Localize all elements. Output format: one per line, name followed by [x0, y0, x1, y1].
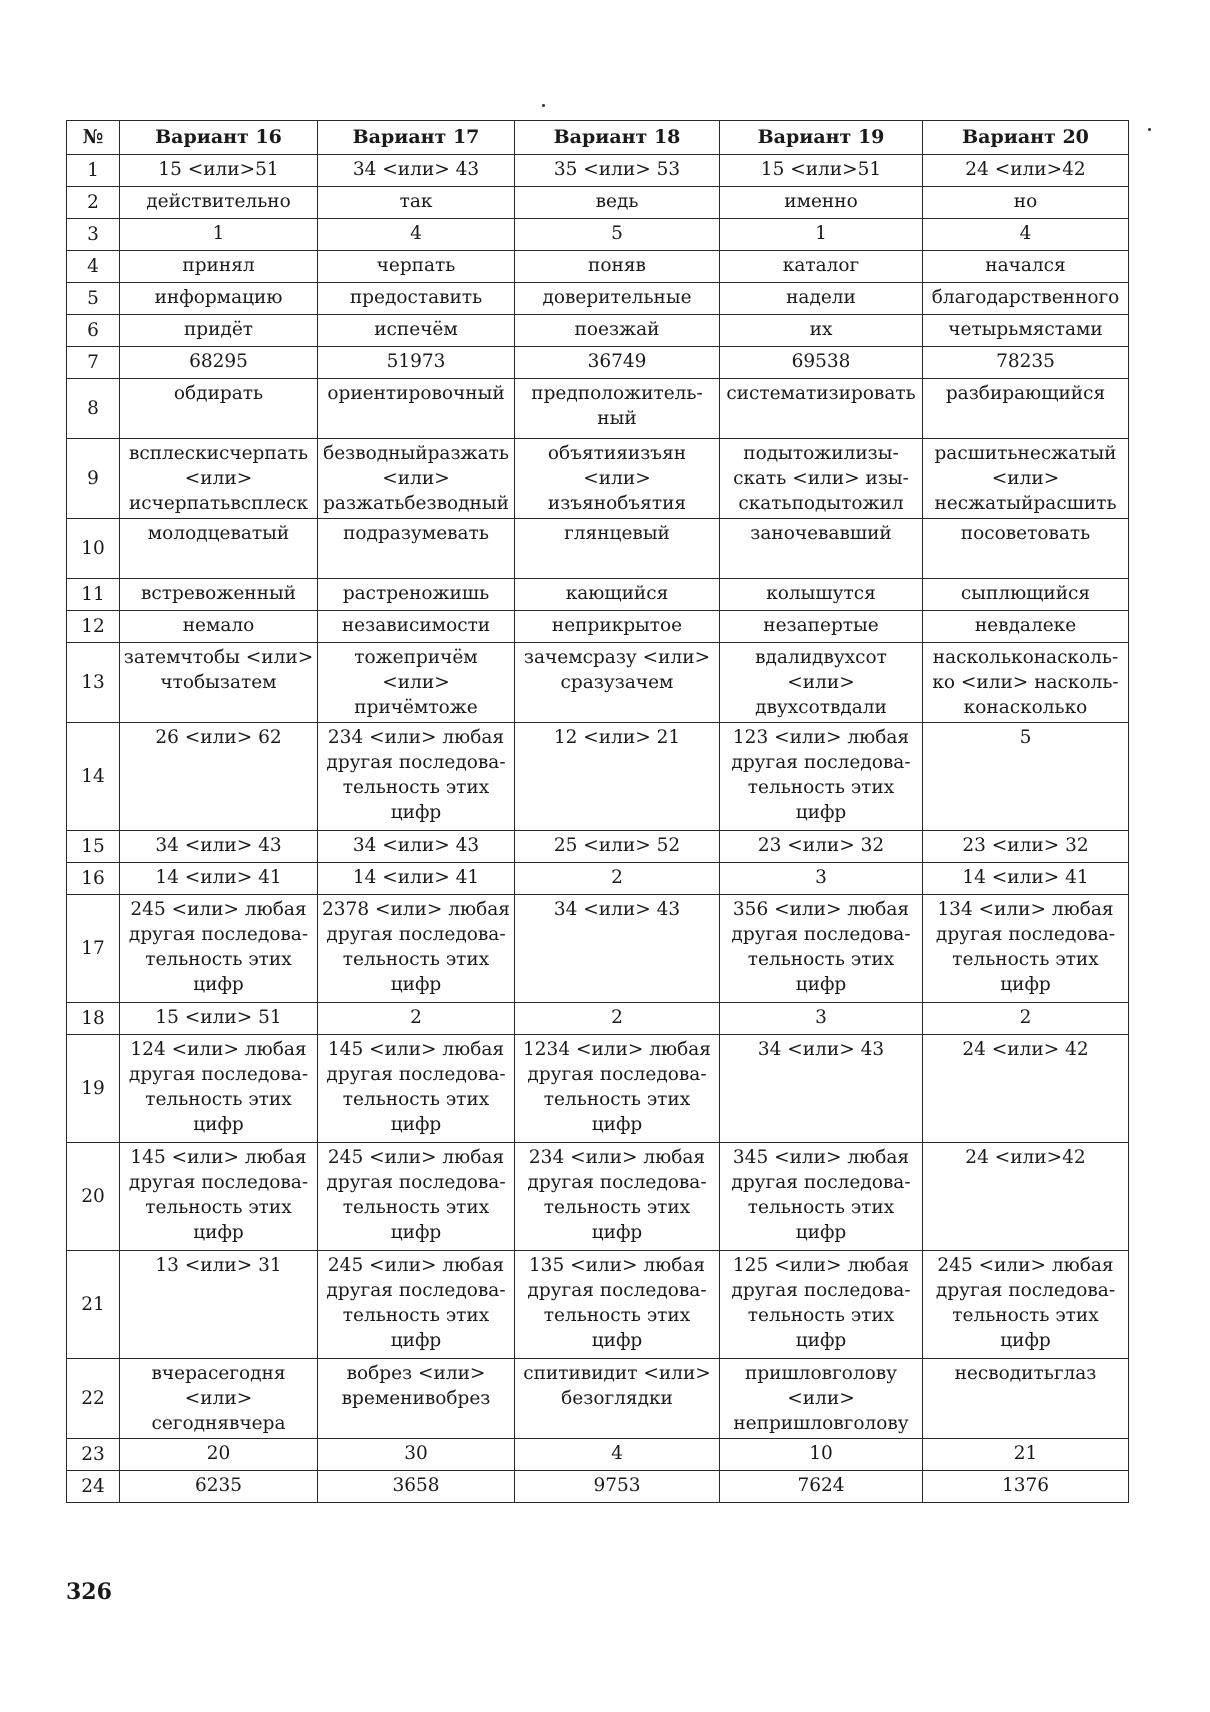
- answer-cell-variant-16: 20: [120, 1439, 318, 1471]
- answer-cell-variant-20: начался: [923, 251, 1129, 283]
- answer-cell-variant-18: зачемсразу <или> сразузачем: [515, 643, 720, 723]
- answer-cell-variant-20: расшитьнесжатый <или> несжатыйрасшить: [923, 439, 1129, 519]
- answer-cell-variant-20: сыплющийся: [923, 579, 1129, 611]
- answer-cell-variant-18: 9753: [515, 1471, 720, 1503]
- table-row: [67, 863, 1129, 895]
- answer-cell-variant-18: 4: [515, 1439, 720, 1471]
- answer-cell-variant-19: незапертые: [720, 611, 923, 643]
- table-row: [67, 723, 1129, 831]
- answer-cell-variant-18: кающийся: [515, 579, 720, 611]
- row-number: 2: [67, 187, 120, 219]
- answer-cell-variant-18: поезжай: [515, 315, 720, 347]
- header-variant-20: Вариант 20: [923, 121, 1129, 155]
- row-number: 3: [67, 219, 120, 251]
- answer-cell-variant-17: растреножишь: [318, 579, 515, 611]
- row-number: 9: [67, 439, 120, 519]
- row-number: 13: [67, 643, 120, 723]
- answer-cell-variant-16: всплескисчерпать <или> исчерпатьвсплеск: [120, 439, 318, 519]
- row-number: 20: [67, 1143, 120, 1251]
- header-variant-19: Вариант 19: [720, 121, 923, 155]
- table-row: [67, 1251, 1129, 1359]
- answer-cell-variant-17: так: [318, 187, 515, 219]
- answer-cell-variant-17: 2: [318, 1003, 515, 1035]
- answer-cell-variant-20: 2: [923, 1003, 1129, 1035]
- page-number: 326: [66, 1579, 112, 1605]
- answer-cell-variant-19: 34 <или> 43: [720, 1035, 923, 1143]
- answer-cell-variant-18: объятияизъян <или> изъянобъятия: [515, 439, 720, 519]
- row-number: 24: [67, 1471, 120, 1503]
- answer-cell-variant-17: 14 <или> 41: [318, 863, 515, 895]
- answer-cell-variant-19: их: [720, 315, 923, 347]
- row-number: 15: [67, 831, 120, 863]
- row-number: 21: [67, 1251, 120, 1359]
- answer-cell-variant-17: 245 <или> любая другая последова- тельность этих цифр: [318, 1251, 515, 1359]
- answer-cell-variant-16: затемчтобы <или> чтобызатем: [120, 643, 318, 723]
- answer-cell-variant-19: 356 <или> любая другая последова- тельность этих цифр: [720, 895, 923, 1003]
- answer-cell-variant-19: 23 <или> 32: [720, 831, 923, 863]
- answer-cell-variant-16: 145 <или> любая другая последова- тельность этих цифр: [120, 1143, 318, 1251]
- answer-cell-variant-18: 2: [515, 1003, 720, 1035]
- answer-cell-variant-18: ведь: [515, 187, 720, 219]
- answer-cell-variant-18: 25 <или> 52: [515, 831, 720, 863]
- table-row: [67, 347, 1129, 379]
- table-row: [67, 1439, 1129, 1471]
- answer-cell-variant-17: испечём: [318, 315, 515, 347]
- answer-cell-variant-17: 34 <или> 43: [318, 155, 515, 187]
- answer-cell-variant-17: 3658: [318, 1471, 515, 1503]
- row-number: 22: [67, 1359, 120, 1439]
- answer-cell-variant-16: вчерасегодня <или> сегоднявчера: [120, 1359, 318, 1439]
- answer-cell-variant-19: каталог: [720, 251, 923, 283]
- answer-cell-variant-16: 34 <или> 43: [120, 831, 318, 863]
- answer-cell-variant-18: 34 <или> 43: [515, 895, 720, 1003]
- row-number: 8: [67, 379, 120, 439]
- answer-cell-variant-19: вдалидвухсот <или> двухсотвдали: [720, 643, 923, 723]
- answer-cell-variant-20: 24 <или>42: [923, 155, 1129, 187]
- answer-cell-variant-16: 68295: [120, 347, 318, 379]
- table-row: [67, 439, 1129, 519]
- answer-cell-variant-20: 78235: [923, 347, 1129, 379]
- answer-cell-variant-17: 4: [318, 219, 515, 251]
- answer-cell-variant-20: 21: [923, 1439, 1129, 1471]
- answer-cell-variant-18: спитивидит <или> безоглядки: [515, 1359, 720, 1439]
- answer-cell-variant-19: 15 <или>51: [720, 155, 923, 187]
- row-number: 4: [67, 251, 120, 283]
- answer-cell-variant-19: надели: [720, 283, 923, 315]
- answer-cell-variant-16: молодцеватый: [120, 519, 318, 579]
- answer-cell-variant-20: 1376: [923, 1471, 1129, 1503]
- answer-cell-variant-20: разбирающийся: [923, 379, 1129, 439]
- answer-cell-variant-20: но: [923, 187, 1129, 219]
- row-number: 10: [67, 519, 120, 579]
- answer-cell-variant-16: обдирать: [120, 379, 318, 439]
- answer-cell-variant-18: поняв: [515, 251, 720, 283]
- table-row: [67, 187, 1129, 219]
- header-variant-18: Вариант 18: [515, 121, 720, 155]
- answer-cell-variant-16: немало: [120, 611, 318, 643]
- row-number: 17: [67, 895, 120, 1003]
- answer-cell-variant-19: 69538: [720, 347, 923, 379]
- answer-cell-variant-17: независимости: [318, 611, 515, 643]
- table-row: [67, 1143, 1129, 1251]
- answer-cell-variant-19: 123 <или> любая другая последова- тельность этих цифр: [720, 723, 923, 831]
- answer-cell-variant-20: невдалеке: [923, 611, 1129, 643]
- answer-cell-variant-16: информацию: [120, 283, 318, 315]
- answer-cell-variant-20: наскольконасколь- ко <или> насколь- конасколько: [923, 643, 1129, 723]
- answer-cell-variant-19: подытожилизы- скать <или> изы- скатьподытожил: [720, 439, 923, 519]
- answer-cell-variant-20: несводитьглаз: [923, 1359, 1129, 1439]
- answer-cell-variant-18: 135 <или> любая другая последова- тельность этих цифр: [515, 1251, 720, 1359]
- table-row: [67, 1471, 1129, 1503]
- answer-cell-variant-20: благодарственного: [923, 283, 1129, 315]
- row-number: 1: [67, 155, 120, 187]
- answer-cell-variant-16: придёт: [120, 315, 318, 347]
- table-body: [67, 155, 1129, 1503]
- answer-cell-variant-16: принял: [120, 251, 318, 283]
- answer-cell-variant-16: 13 <или> 31: [120, 1251, 318, 1359]
- answer-cell-variant-20: 24 <или> 42: [923, 1035, 1129, 1143]
- answer-cell-variant-17: предоставить: [318, 283, 515, 315]
- table-row: [67, 831, 1129, 863]
- answer-cell-variant-16: 15 <или>51: [120, 155, 318, 187]
- header-number: №: [67, 121, 120, 155]
- answer-cell-variant-16: 6235: [120, 1471, 318, 1503]
- row-number: 18: [67, 1003, 120, 1035]
- answer-cell-variant-16: 124 <или> любая другая последова- тельность этих цифр: [120, 1035, 318, 1143]
- answer-cell-variant-16: 26 <или> 62: [120, 723, 318, 831]
- answer-cell-variant-17: 34 <или> 43: [318, 831, 515, 863]
- table-row: [67, 1035, 1129, 1143]
- row-number: 19: [67, 1035, 120, 1143]
- row-number: 7: [67, 347, 120, 379]
- table-row: [67, 155, 1129, 187]
- print-speck: [542, 104, 545, 107]
- header-row: [67, 121, 1129, 155]
- answer-cell-variant-20: посоветовать: [923, 519, 1129, 579]
- print-speck: [1148, 128, 1151, 131]
- answer-cell-variant-18: глянцевый: [515, 519, 720, 579]
- row-number: 6: [67, 315, 120, 347]
- answer-cell-variant-17: вобрез <или> временивобрез: [318, 1359, 515, 1439]
- table-row: [67, 643, 1129, 723]
- answer-cell-variant-20: 23 <или> 32: [923, 831, 1129, 863]
- table-row: [67, 1003, 1129, 1035]
- answer-cell-variant-18: предположитель- ный: [515, 379, 720, 439]
- answer-cell-variant-17: 51973: [318, 347, 515, 379]
- answer-cell-variant-19: именно: [720, 187, 923, 219]
- answer-cell-variant-19: заночевавший: [720, 519, 923, 579]
- answer-cell-variant-20: 4: [923, 219, 1129, 251]
- table-row: [67, 251, 1129, 283]
- answer-cell-variant-17: 2378 <или> любая другая последова- тельность этих цифр: [318, 895, 515, 1003]
- row-number: 11: [67, 579, 120, 611]
- answer-cell-variant-16: 15 <или> 51: [120, 1003, 318, 1035]
- answer-cell-variant-18: 1234 <или> любая другая последова- тельность этих цифр: [515, 1035, 720, 1143]
- answer-cell-variant-19: пришловголову <или> непришловголову: [720, 1359, 923, 1439]
- row-number: 5: [67, 283, 120, 315]
- answer-cell-variant-18: 36749: [515, 347, 720, 379]
- row-number: 23: [67, 1439, 120, 1471]
- answer-cell-variant-20: 14 <или> 41: [923, 863, 1129, 895]
- answer-cell-variant-20: 5: [923, 723, 1129, 831]
- answer-cell-variant-19: колышутся: [720, 579, 923, 611]
- answer-cell-variant-19: 10: [720, 1439, 923, 1471]
- answer-cell-variant-17: тожепричём <или> причёмтоже: [318, 643, 515, 723]
- answer-cell-variant-20: 134 <или> любая другая последова- тельность этих цифр: [923, 895, 1129, 1003]
- answer-cell-variant-16: действительно: [120, 187, 318, 219]
- answer-cell-variant-16: 14 <или> 41: [120, 863, 318, 895]
- answer-cell-variant-17: 234 <или> любая другая последова- тельность этих цифр: [318, 723, 515, 831]
- answer-cell-variant-18: доверительные: [515, 283, 720, 315]
- answer-cell-variant-17: 30: [318, 1439, 515, 1471]
- header-variant-17: Вариант 17: [318, 121, 515, 155]
- table-row: [67, 895, 1129, 1003]
- table-row: [67, 315, 1129, 347]
- answer-cell-variant-19: 7624: [720, 1471, 923, 1503]
- table-row: [67, 579, 1129, 611]
- answer-cell-variant-19: 3: [720, 1003, 923, 1035]
- row-number: 14: [67, 723, 120, 831]
- answer-cell-variant-19: 125 <или> любая другая последова- тельность этих цифр: [720, 1251, 923, 1359]
- table-row: [67, 283, 1129, 315]
- answer-cell-variant-20: 245 <или> любая другая последова- тельность этих цифр: [923, 1251, 1129, 1359]
- answer-cell-variant-18: 2: [515, 863, 720, 895]
- answer-cell-variant-16: 1: [120, 219, 318, 251]
- answer-cell-variant-19: 1: [720, 219, 923, 251]
- answer-cell-variant-19: 3: [720, 863, 923, 895]
- answer-cell-variant-16: 245 <или> любая другая последова- тельность этих цифр: [120, 895, 318, 1003]
- table-row: [67, 379, 1129, 439]
- answer-cell-variant-19: систематизировать: [720, 379, 923, 439]
- answer-cell-variant-18: неприкрытое: [515, 611, 720, 643]
- answer-cell-variant-17: ориентировочный: [318, 379, 515, 439]
- answer-cell-variant-17: 245 <или> любая другая последова- тельность этих цифр: [318, 1143, 515, 1251]
- answer-cell-variant-17: безводныйразжать <или> разжатьбезводный: [318, 439, 515, 519]
- table-row: [67, 519, 1129, 579]
- answer-cell-variant-18: 5: [515, 219, 720, 251]
- row-number: 16: [67, 863, 120, 895]
- answer-cell-variant-20: 24 <или>42: [923, 1143, 1129, 1251]
- answer-cell-variant-17: черпать: [318, 251, 515, 283]
- table-row: [67, 1359, 1129, 1439]
- answer-cell-variant-18: 234 <или> любая другая последова- тельность этих цифр: [515, 1143, 720, 1251]
- answers-table: [66, 120, 1129, 1503]
- answer-cell-variant-18: 12 <или> 21: [515, 723, 720, 831]
- header-variant-16: Вариант 16: [120, 121, 318, 155]
- answer-cell-variant-16: встревоженный: [120, 579, 318, 611]
- answer-cell-variant-17: 145 <или> любая другая последова- тельность этих цифр: [318, 1035, 515, 1143]
- answer-cell-variant-17: подразумевать: [318, 519, 515, 579]
- table-row: [67, 219, 1129, 251]
- answer-cell-variant-18: 35 <или> 53: [515, 155, 720, 187]
- answer-cell-variant-20: четырьмястами: [923, 315, 1129, 347]
- table-row: [67, 611, 1129, 643]
- answer-cell-variant-19: 345 <или> любая другая последова- тельность этих цифр: [720, 1143, 923, 1251]
- row-number: 12: [67, 611, 120, 643]
